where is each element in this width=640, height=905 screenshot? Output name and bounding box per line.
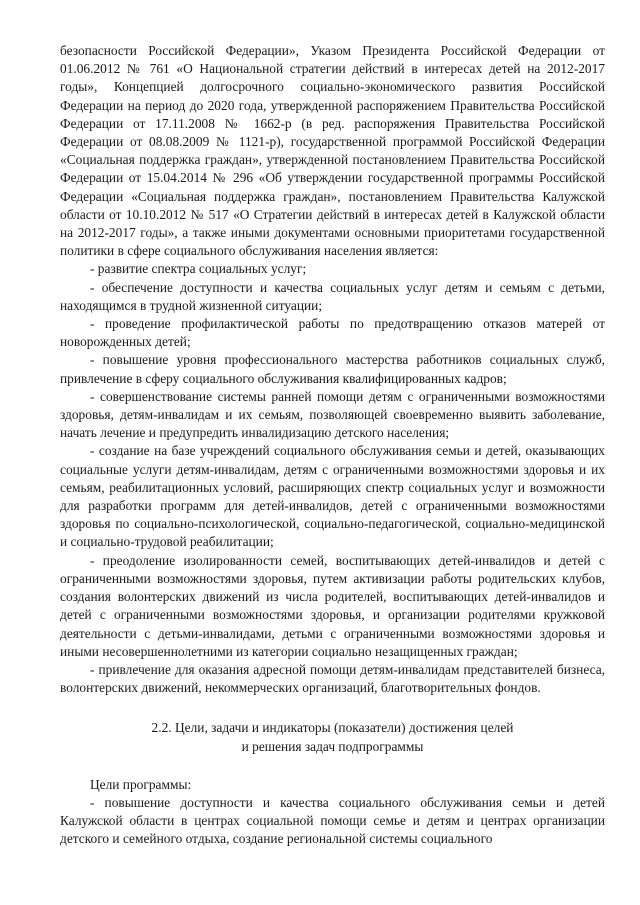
section-heading-line: 2.2. Цели, задачи и индикаторы (показатели) достижения целей <box>151 720 514 736</box>
priority-item: - преодоление изолированности семей, воспитывающих детей-инвалидов и детей с ограниченными возможностями здоровья, путем активизации работы родительских клубов, создания волонтерских движений из числа родителей, воспитывающих детей-инвалидов и детей с ограниченными возможностями здоровья, и организации родителями кружковой деятельности с детьми-инвалидами, детьми с ограниченными возможностями здоровья и иными несовершеннолетними из категории социально незащищенных граждан; <box>60 552 605 659</box>
document-page <box>60 42 605 849</box>
priority-item: - повышение уровня профессионального мастерства работников социальных служб, привлечение в сферу социального обслуживания квалифицированных кадров; <box>60 352 605 386</box>
section-heading <box>60 719 605 755</box>
goal-item: - повышение доступности и качества социального обслуживания семьи и детей Калужской области в центрах социальной помощи семье и детям и центрах организации детского и семейного отдыха, создание региональной системы социального <box>60 794 605 847</box>
priority-item: - проведение профилактической работы по предотвращению отказов матерей от новорожденных детей; <box>60 316 605 350</box>
goals-label: Цели программы: <box>90 776 192 792</box>
priority-item: - создание на базе учреждений социального обслуживания семьи и детей, оказывающих социальные услуги детям-инвалидам, детям с ограниченными возможностями здоровья и их семьям, реабилитационных условий, расширяющих спектр социальных услуг и возможности для разработки программ для детей-инвалидов, детей с ограниченными возможностями здоровья по социально-психологической, социально-педагогической, социально-медицинской и социально-трудовой реабилитации; <box>60 443 605 550</box>
priority-item: - совершенствование системы ранней помощи детям с ограниченными возможностями здоровья, детям-инвалидам и их семьям, позволяющей своевременно выявить заболевание, начать лечение и предупредить инвалидизацию детского населения; <box>60 388 605 441</box>
section-heading-line: и решения задач подпрограммы <box>241 738 424 754</box>
intro-paragraph: безопасности Российской Федерации», Указом Президента Российской Федерации от 01.06.2012 № 761 «О Национальной стратегии действий в интересах детей на 2012-2017 годы», Концепцией долгосрочного социально-экономического развития Российской Федерации на период до 2020 года, утвержденной распоряжением Правительства Российской Федерации от 17.11.2008 № 1662-р (в ред. распоряжения Правительства Российской Федерации от 08.08.2009 № 1121-р), государственной программой Российской Федерации «Социальная поддержка граждан», утвержденной постановлением Правительства Российской Федерации от 15.04.2014 № 296 «Об утверждении государственной программы Российской Федерации «Социальная поддержка граждан», постановлением Правительства Калужской области от 10.10.2012 № 517 «О Стратегии действий в интересах детей в Калужской области на 2012-2017 годы», а также иными документами основными приоритетами государственной политики в сфере социального обслуживания населения является: <box>60 43 605 259</box>
priority-item: - обеспечение доступности и качества социальных услуг детям и семьям с детьми, находящимся в трудной жизненной ситуации; <box>60 279 605 313</box>
priority-item: - привлечение для оказания адресной помощи детям-инвалидам представителей бизнеса, волонтерских движений, некоммерческих организаций, благотворительных фондов. <box>60 661 605 696</box>
priority-item: - развитие спектра социальных услуг; <box>90 261 307 277</box>
